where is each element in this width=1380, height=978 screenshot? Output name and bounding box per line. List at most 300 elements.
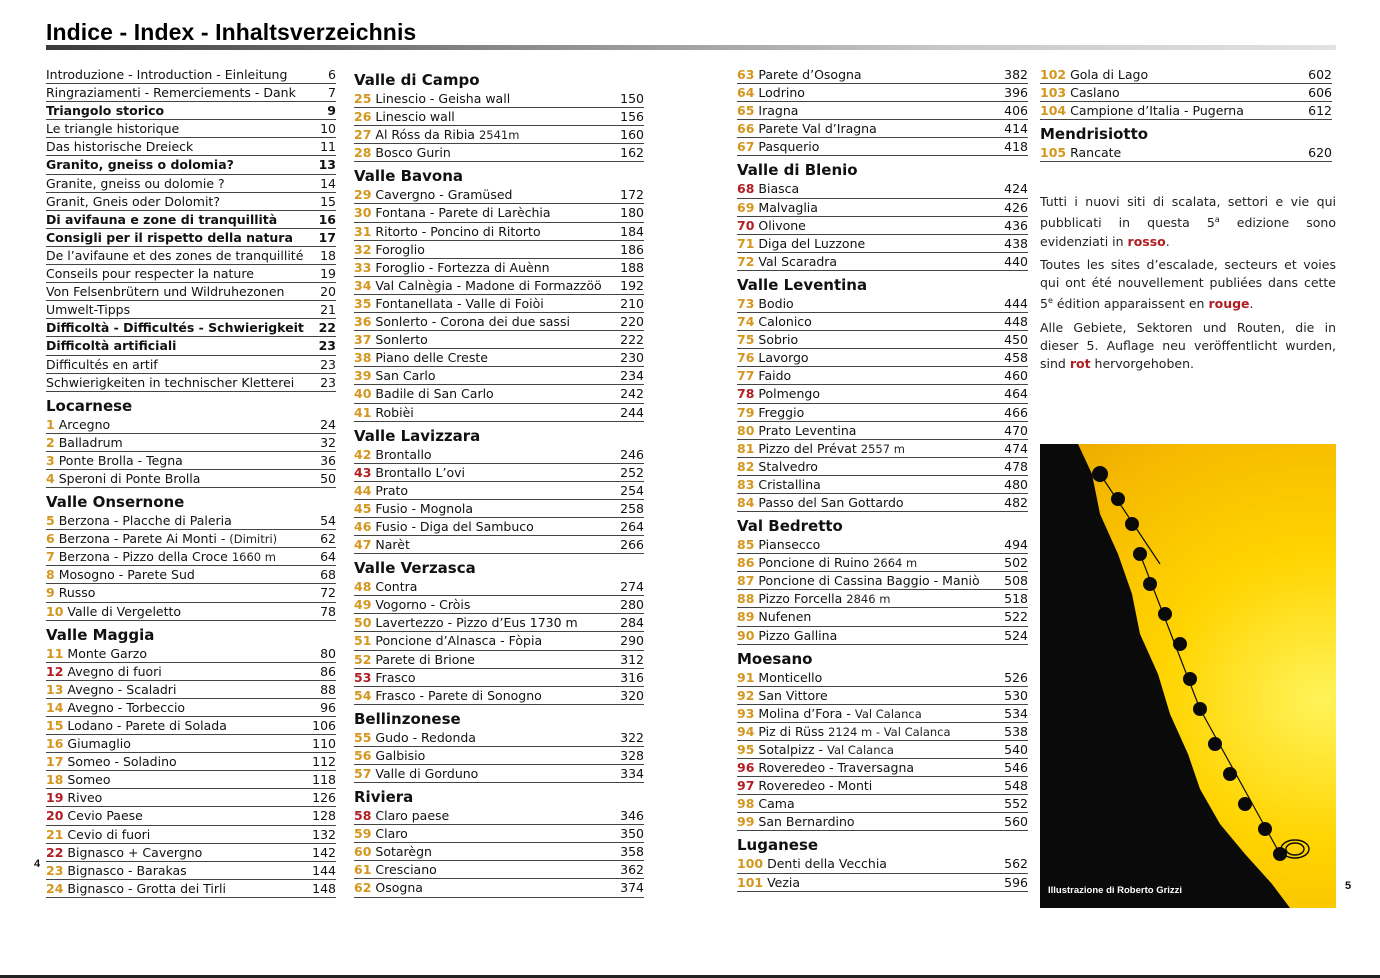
entry-label: Bosco Gurin: [375, 145, 451, 161]
entry-page: 172: [620, 187, 644, 203]
entry-page: 112: [312, 754, 336, 770]
route-entry: [354, 518, 644, 536]
route-entry: [737, 367, 1028, 385]
route-number: 103: [1040, 85, 1067, 101]
entry-label: Bignasco - Grotta dei Tirli: [67, 880, 226, 896]
route-number: 45: [354, 500, 372, 516]
new-content-note: [1040, 193, 1336, 378]
entry-label: Giumaglio: [67, 736, 131, 752]
route-number: 70: [737, 217, 755, 233]
route-entry: [46, 862, 336, 880]
entry-label: Difficoltà artificiali: [46, 338, 177, 354]
section-heading: Valle Bavona: [354, 167, 464, 186]
route-entry: [737, 741, 1028, 759]
route-entry: [46, 434, 336, 452]
intro-entry: [46, 229, 336, 247]
entry-label: Valle di Gorduno: [375, 766, 479, 781]
route-number: 23: [46, 862, 64, 878]
route-entry: [737, 235, 1028, 253]
entry-page: 7: [328, 85, 336, 101]
route-entry: [737, 795, 1028, 813]
entry-label: Ritorto - Poncino di Ritorto: [375, 223, 541, 239]
route-entry: [354, 500, 644, 518]
entry-label: Cristallina: [758, 476, 821, 492]
route-number: 34: [354, 277, 372, 293]
entry-page: 19: [320, 266, 336, 282]
route-entry: [737, 138, 1028, 156]
entry-label: Sobrio: [758, 332, 799, 348]
entry-label: Monticello: [758, 669, 823, 685]
route-number: 92: [737, 687, 755, 703]
route-entry: [46, 753, 336, 771]
route-entry: [354, 241, 644, 259]
route-entry: [46, 807, 336, 825]
route-number: 20: [46, 808, 64, 824]
section-heading: Moesano: [737, 649, 813, 668]
entry-page: 612: [1308, 103, 1332, 119]
route-number: 79: [737, 404, 755, 420]
route-entry: [737, 440, 1028, 458]
route-number: 60: [354, 844, 372, 860]
route-entry: [737, 295, 1028, 313]
route-number: 1: [46, 416, 55, 432]
route-entry: [354, 807, 644, 825]
section-heading: Bellinzonese: [354, 709, 461, 728]
intro-entry: [46, 120, 336, 138]
entry-page: 274: [620, 579, 644, 595]
route-entry: [737, 404, 1028, 422]
entry-page: 494: [1004, 537, 1028, 553]
route-entry: [737, 572, 1028, 590]
entry-page: 118: [312, 772, 336, 788]
intro-entry: [46, 319, 336, 337]
entry-page: 86: [320, 663, 336, 679]
entry-label: Foroglio - Fortezza di Auènn: [375, 259, 550, 275]
index-column-1: [46, 66, 336, 898]
entry-page: 534: [1004, 705, 1028, 721]
route-entry: [1040, 84, 1332, 102]
entry-label: Cresciano: [375, 862, 437, 878]
route-entry: [354, 651, 644, 669]
section-heading: Valle Maggia: [46, 625, 155, 644]
entry-page: 396: [1004, 85, 1028, 101]
entry-label: Vezia: [767, 874, 801, 890]
entry-page: 546: [1004, 760, 1028, 776]
entry-page: 548: [1004, 778, 1028, 794]
route-number: 65: [737, 103, 755, 119]
entry-label: Di avifauna e zone di tranquillità: [46, 211, 278, 227]
intro-entry: [46, 211, 336, 229]
route-number: 59: [354, 826, 372, 842]
entry-label: Denti della Vecchia: [767, 856, 887, 872]
entry-label: Poncione di Ruino: [758, 555, 874, 571]
entry-page: 242: [620, 386, 644, 402]
route-entry: [737, 84, 1028, 102]
route-number: 19: [46, 790, 64, 806]
entry-label: Brontallo L’ovi: [375, 464, 465, 480]
route-entry: [354, 825, 644, 843]
entry-label: Campione d’Italia - Pugerna: [1070, 103, 1244, 119]
route-number: 78: [737, 386, 755, 402]
entry-label: Val Calnègia - Madone di Formazzöö: [375, 277, 602, 293]
entry-label: Introduzione - Introduction - Einleitung: [46, 67, 288, 82]
entry-page: 518: [1004, 591, 1028, 607]
entry-label: Someo: [67, 772, 111, 788]
entry-label: Sonlerto - Corona dei due sassi: [375, 314, 570, 330]
entry-page: 440: [1004, 253, 1028, 269]
entry-label: Linescio wall: [375, 109, 455, 125]
route-number: 105: [1040, 145, 1067, 161]
route-number: 2: [46, 434, 55, 450]
entry-label: Nufenen: [758, 609, 812, 625]
entry-label: Fusio - Mognola: [375, 500, 473, 516]
entry-label: Avegno di fuori: [67, 663, 162, 679]
entry-page: 264: [620, 518, 644, 534]
entry-label: Umwelt-Tipps: [46, 302, 131, 318]
entry-label: Polmengo: [758, 386, 820, 402]
section-heading: Valle Onsernone: [46, 493, 185, 512]
entry-page: 128: [312, 808, 336, 824]
entry-page: 482: [1004, 494, 1028, 510]
entry-label: Cevio di fuori: [67, 826, 151, 842]
section-heading: Valle di Blenio: [737, 161, 858, 180]
entry-label: Granit, Gneis oder Dolomit?: [46, 193, 220, 209]
route-number: 56: [354, 747, 372, 763]
entry-page: 246: [620, 446, 644, 462]
intro-entry: [46, 247, 336, 265]
route-number: 58: [354, 808, 372, 824]
entry-page: 9: [327, 103, 336, 119]
entry-label: Vogorno - Cròis: [375, 597, 471, 613]
route-number: 77: [737, 368, 755, 384]
entry-label: Cavergno - Gramüsed: [375, 187, 513, 203]
entry-page: 144: [312, 862, 336, 878]
entry-page: 480: [1004, 476, 1028, 492]
entry-label: Das historische Dreieck: [46, 139, 194, 155]
route-number: 24: [46, 880, 64, 896]
route-number: 99: [737, 814, 755, 830]
route-entry: [46, 530, 336, 548]
entry-page: 24: [320, 416, 336, 432]
route-entry: [737, 627, 1028, 645]
entry-page: 184: [620, 223, 644, 239]
route-entry: [46, 826, 336, 844]
entry-page: 526: [1004, 669, 1028, 685]
entry-page: 322: [620, 729, 644, 745]
index-column-2: [354, 66, 644, 898]
entry-page: 78: [320, 603, 336, 619]
entry-label: Roveredeo - Monti: [758, 778, 873, 794]
route-number: 86: [737, 555, 755, 571]
route-number: 73: [737, 295, 755, 311]
entry-page: 21: [320, 302, 336, 318]
route-entry: [46, 548, 336, 566]
route-entry: [737, 313, 1028, 331]
route-entry: [46, 452, 336, 470]
entry-page: 312: [620, 651, 644, 667]
entry-page: 522: [1004, 609, 1028, 625]
climber-illustration: [1040, 444, 1336, 908]
route-entry: [46, 416, 336, 434]
route-entry: [46, 645, 336, 663]
section-heading: Valle Leventina: [737, 275, 868, 294]
entry-page: 50: [320, 470, 336, 486]
route-entry: [46, 789, 336, 807]
entry-page: 424: [1004, 181, 1028, 197]
entry-label: Bignasco - Barakas: [67, 862, 187, 878]
section-heading: Valle Lavizzara: [354, 426, 481, 445]
entry-label: Pasquerio: [758, 139, 820, 155]
route-entry: [354, 482, 644, 500]
entry-label: Le triangle historique: [46, 121, 180, 137]
entry-label: Speroni di Ponte Brolla: [58, 470, 201, 486]
route-number: 17: [46, 754, 64, 770]
route-entry: [737, 422, 1028, 440]
entry-label: Fusio - Diga del Sambuco: [375, 518, 534, 534]
route-entry: [737, 199, 1028, 217]
route-number: 46: [354, 518, 372, 534]
climbers-silhouette: [1040, 444, 1336, 908]
route-number: 7: [46, 549, 55, 565]
entry-page: 316: [620, 669, 644, 685]
entry-label: Roveredeo - Traversagna: [758, 760, 915, 776]
entry-label: Difficultés en artif: [46, 356, 158, 372]
entry-page: 234: [620, 368, 644, 384]
intro-entry: [46, 283, 336, 301]
note-italian: Tutti i nuovi siti di scalata, settori e vie qui pubblicati in questa 5$^a$ edizione sono evidenziati in rosso.: [1040, 194, 1336, 249]
entry-label: Pizzo Forcella: [758, 591, 847, 607]
entry-label: Berzona - Parete Ai Monti -: [58, 531, 230, 547]
route-entry: [46, 584, 336, 602]
entry-page: 470: [1004, 422, 1028, 438]
route-entry: [46, 771, 336, 789]
entry-label: Claro paese: [375, 808, 450, 824]
entry-label: Von Felsenbrütern und Wildruhezonen: [46, 284, 285, 300]
intro-entry: [46, 84, 336, 102]
entry-page: 64: [320, 549, 336, 565]
entry-page: 524: [1004, 627, 1028, 643]
entry-label: Schwierigkeiten in technischer Kletterei: [46, 374, 295, 390]
route-number: 30: [354, 205, 372, 221]
entry-label: Piansecco: [758, 537, 821, 553]
entry-page: 18: [320, 247, 336, 263]
entry-extra: 2541m: [478, 128, 520, 143]
section-heading: Valle Verzasca: [354, 559, 476, 578]
entry-label: Robièi: [375, 404, 414, 420]
route-entry: [737, 385, 1028, 403]
route-number: 98: [737, 796, 755, 812]
entry-page: 32: [320, 434, 336, 450]
route-entry: [46, 880, 336, 898]
route-entry: [737, 536, 1028, 554]
entry-page: 350: [620, 826, 644, 842]
route-entry: [1040, 102, 1332, 120]
route-entry: [46, 470, 336, 488]
intro-entry: [46, 193, 336, 211]
entry-label: Frasco: [375, 669, 416, 685]
route-entry: [737, 458, 1028, 476]
route-entry: [1040, 66, 1332, 84]
entry-label: Biasca: [758, 181, 800, 197]
entry-label: Difficoltà - Difficultés - Schwierigkeit: [46, 320, 304, 336]
route-number: 49: [354, 597, 372, 613]
route-number: 85: [737, 537, 755, 553]
route-number: 37: [354, 332, 372, 348]
entry-page: 62: [320, 531, 336, 547]
intro-entry: [46, 102, 336, 120]
entry-page: 474: [1004, 440, 1028, 456]
entry-page: 186: [620, 241, 644, 257]
entry-page: 414: [1004, 121, 1028, 137]
entry-label: Gudo - Redonda: [375, 729, 476, 745]
entry-extra: 1660 m: [231, 550, 276, 565]
route-number: 87: [737, 573, 755, 589]
entry-extra: Val Calanca: [827, 743, 894, 757]
entry-label: Monte Garzo: [67, 645, 148, 661]
route-entry: [354, 464, 644, 482]
entry-page: 358: [620, 844, 644, 860]
entry-page: 142: [312, 844, 336, 860]
entry-page: 106: [312, 718, 336, 733]
route-entry: [737, 874, 1028, 892]
entry-page: 362: [620, 862, 644, 878]
section-heading: Valle di Campo: [354, 71, 480, 89]
route-entry: [354, 126, 644, 144]
route-number: 41: [354, 404, 372, 420]
route-number: 83: [737, 476, 755, 492]
entry-label: Prato Leventina: [758, 422, 857, 438]
page-number-left: 4: [34, 858, 41, 870]
entry-page: 11: [320, 139, 336, 155]
intro-entry: [46, 356, 336, 374]
route-entry: [354, 729, 644, 747]
entry-page: 96: [320, 699, 336, 715]
entry-page: 280: [620, 597, 644, 613]
route-entry: [354, 277, 644, 295]
entry-label: Lodano - Parete di Solada: [67, 718, 227, 733]
page-title: Indice - Index - Inhaltsverzeichnis: [46, 19, 417, 45]
entry-page: 160: [620, 127, 644, 143]
entry-page: 244: [620, 404, 644, 420]
route-entry: [46, 699, 336, 717]
route-number: 54: [354, 687, 372, 703]
entry-label: Ringraziamenti - Remerciements - Dank: [46, 85, 296, 101]
entry-page: 502: [1004, 555, 1028, 571]
entry-label: Pizzo Gallina: [758, 627, 838, 643]
route-number: 82: [737, 458, 755, 474]
entry-label: Granite, gneiss ou dolomie ?: [46, 175, 225, 191]
route-number: 21: [46, 826, 64, 842]
entry-page: 15: [320, 193, 336, 209]
entry-label: Gola di Lago: [1070, 67, 1149, 82]
entry-extra: (Dimitri): [229, 532, 278, 547]
entry-page: 16: [318, 211, 336, 227]
entry-label: Avegno - Scaladri: [67, 681, 177, 697]
entry-page: 374: [620, 880, 644, 896]
entry-label: Russo: [58, 585, 96, 601]
route-number: 36: [354, 314, 372, 330]
route-number: 62: [354, 880, 372, 896]
entry-label: Someo - Soladino: [67, 754, 177, 770]
route-entry: [737, 494, 1028, 512]
intro-entry: [46, 175, 336, 193]
note-german: Alle Gebiete, Sektoren und Routen, die in dieser 5. Auflage neu veröffentlicht wurden, sind rot hervorgehoben.: [1040, 319, 1336, 371]
entry-page: 192: [620, 277, 644, 293]
entry-page: 222: [620, 332, 644, 348]
route-entry: [354, 446, 644, 464]
route-entry: [737, 855, 1028, 873]
entry-label: Parete di Brione: [375, 651, 475, 667]
entry-page: 458: [1004, 350, 1028, 366]
route-number: 22: [46, 844, 64, 860]
route-entry: [737, 120, 1028, 138]
entry-label: Calonico: [758, 314, 812, 330]
entry-label: Malvaglia: [758, 199, 818, 215]
entry-label: Parete d’Osogna: [758, 67, 862, 82]
entry-page: 68: [320, 567, 336, 583]
entry-label: Piano delle Creste: [375, 350, 488, 366]
entry-label: Galbisio: [375, 747, 426, 763]
section-heading: Locarnese: [46, 396, 133, 415]
entry-page: 148: [312, 880, 336, 896]
entry-page: 552: [1004, 796, 1028, 812]
route-number: 3: [46, 452, 55, 468]
entry-label: Osogna: [375, 880, 423, 896]
entry-page: 23: [320, 374, 336, 390]
route-entry: [737, 813, 1028, 831]
route-entry: [46, 663, 336, 681]
route-number: 43: [354, 464, 372, 480]
route-number: 66: [737, 121, 755, 137]
entry-page: 88: [320, 681, 336, 697]
entry-page: 126: [312, 790, 336, 806]
route-entry: [737, 554, 1028, 572]
route-entry: [354, 90, 644, 108]
entry-page: 230: [620, 350, 644, 366]
entry-label: Faido: [758, 368, 792, 384]
route-number: 4: [46, 470, 55, 486]
route-entry: [354, 295, 644, 313]
entry-label: Contra: [375, 579, 418, 595]
route-entry: [354, 259, 644, 277]
entry-label: San Carlo: [375, 368, 436, 384]
intro-entry: [46, 138, 336, 156]
entry-page: 538: [1004, 723, 1028, 739]
entry-label: Balladrum: [58, 434, 123, 450]
route-entry: [737, 349, 1028, 367]
route-number: 5: [46, 513, 55, 529]
route-entry: [46, 603, 336, 621]
route-number: 101: [737, 874, 764, 890]
route-number: 47: [354, 537, 372, 553]
entry-page: 22: [318, 320, 336, 336]
entry-label: Passo del San Gottardo: [758, 494, 904, 510]
entry-page: 13: [318, 157, 336, 173]
route-entry: [737, 777, 1028, 795]
route-number: 52: [354, 651, 372, 667]
entry-page: 418: [1004, 139, 1028, 155]
entry-label: Berzona - Placche di Paleria: [58, 513, 232, 529]
route-number: 94: [737, 723, 755, 739]
route-entry: [354, 223, 644, 241]
entry-page: 334: [620, 766, 644, 781]
route-number: 15: [46, 718, 64, 733]
route-entry: [46, 512, 336, 530]
section-heading: Riviera: [354, 788, 414, 807]
entry-page: 560: [1004, 814, 1028, 830]
entry-page: 464: [1004, 386, 1028, 402]
entry-label: Diga del Luzzone: [758, 235, 866, 251]
